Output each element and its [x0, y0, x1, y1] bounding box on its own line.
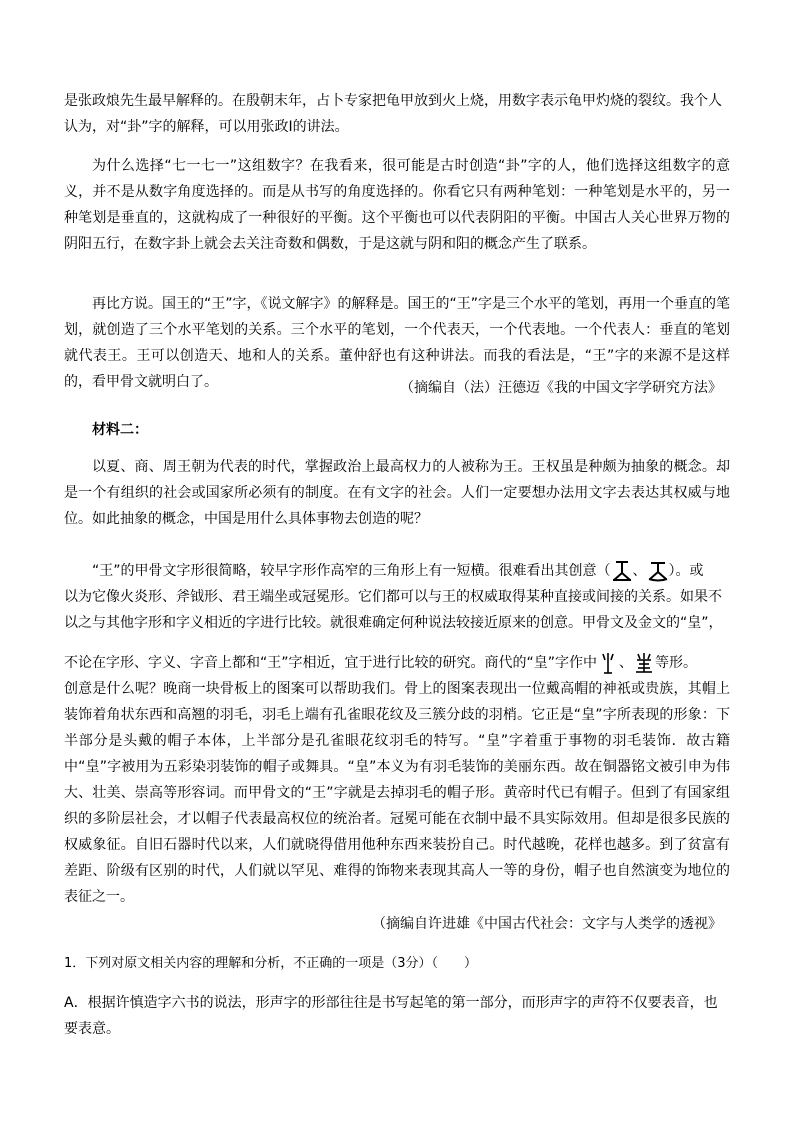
oracle-wang-glyph-1-icon: [611, 559, 633, 583]
paragraph-5-line-4-text-b: 、: [619, 655, 634, 671]
paragraph-5-line-3: 以之与其他字形和字义相近的字进行比较。就很难确定何种说法较接近原来的创意。甲骨文及金文的“皇”，: [64, 615, 723, 631]
paragraph-5-line-4: [64, 650, 730, 676]
question-1-option-a[interactable]: A．根据许慎造字六书的说法，形声字的形部往往是书写起笔的第一部分，而形声字的声符不仅要表音，也要表意。: [64, 995, 718, 1037]
paragraph-2: 为什么选择“七一七一”这组数字？在我看来，很可能是古时创造“卦”字的人，他们选择这组数字的意义，并不是从数字角度选择的。而是从书写的角度选择的。你看它只有两种笔划：一种笔划是水平的，另一种笔划是垂直的，这就构成了一种很好的平衡。这个平衡也可以代表阴阳的平衡。中国古人关心世界万物的阴阳五行，在数字卦上就会去关注奇数和偶数，于是这就与阴和阳的概念产生了联系。: [64, 158, 730, 252]
paragraph-5-rest: 创意是什么呢？晚商一块骨板上的图案可以帮助我们。骨上的图案表现出一位戴高帽的神祇或贵族，其帽上装饰着角状东西和高翘的羽毛，羽毛上端有孔雀眼花纹及三簇分歧的羽梢。它正是“皇”字所表现的形象：下半部分是头戴的帽子本体，上半部分是孔雀眼花纹羽毛的特写。“皇”字着重于事物的羽毛装饰．故古籍中“皇”字被用为五彩染羽装饰的帽子或舞具。“皇”本义为有羽毛装饰的美丽东西。故在铜器铭文被引申为伟大、壮美、崇高等形容词。而甲骨文的“王”字就是去掉羽毛的帽子形。黄帝时代已有帽子。但到了有国家组织的多阶层社会，才以帽子代表最高权位的统治者。冠冕可能在衣制中最不具实际效用。但却是很多民族的权威象征。自旧石器时代以来，人们就晓得借用他种东西来装扮自己。时代越晚，花样也越多。到了贫富有差距、阶级有区别的时代，人们就以罕见、难得的饰物来表现其高人一等的身份，帽子也自然演变为地位的表征之一。: [64, 681, 730, 905]
paragraph-5-line-1: [64, 558, 730, 584]
paragraph-1: [64, 88, 730, 140]
question-1: 1．下列对原文相关内容的理解和分析，不正确的一项是（3分）（ ）: [64, 956, 478, 971]
paragraph-3: 再比方说。国王的“王”字，《说文解字》的解释是。国王的“王”字是三个水平的笔划，再用一个垂直的笔划，就创造了三个水平笔划的关系。三个水平的笔划，一个代表天，一个代表地。一个代表人：垂直的笔划就代表王。王可以创造天、地和人的关系。董仲舒也有这种讲法。而我的看法是，“王”字的来源不是这样的，看甲骨文就明白了。: [64, 296, 731, 390]
paragraph-4: 以夏、商、周王朝为代表的时代，掌握政治上最高权力的人被称为王。王权虽是种颇为抽象的概念。却是一个有组织的社会或国家所必须有的制度。在有文字的社会。人们一定要想办法用文字去表达其权威与地位。如此抽象的概念，中国是用什么具体事物去创造的呢？: [64, 459, 730, 527]
paragraph-5-line-1-text-a: “王”的甲骨文字形很简略，较早字形作高窄的三角形上有一短横。很难看出其创意（: [92, 563, 611, 579]
material-2-heading: 材料二：: [92, 422, 148, 438]
source-citation-1: （摘编自（法）汪德迈《我的中国文字学研究方法》: [400, 380, 722, 396]
oracle-wang-glyph-2-icon: [647, 559, 669, 583]
source-citation-2: （摘编自许进雄《中国古代社会：文字与人类学的透视》: [372, 916, 722, 932]
paragraph-5-line-4-text-c: 等形。: [655, 655, 698, 671]
paragraph-1-line-1: 是张政烺先生最早解释的。在殷朝末年，占卜专家把龟甲放到火上烧，用数字表示龟甲灼烧的裂纹。我个人: [64, 93, 722, 109]
paragraph-5-line-2: 以为它像火炎形、斧钺形、君王端坐或冠冕形。它们都可以与王的权威取得某种直接或间接的关系。如果不: [64, 589, 722, 605]
oracle-huang-glyph-2-icon: [633, 651, 655, 675]
paragraph-5-line-1-text-c: ）。或: [668, 563, 704, 579]
paragraph-5-line-4-text-a: 不论在字形、字义、字音上都和“王”字相近，宜于进行比较的研究。商代的“皇”字作中: [64, 655, 598, 671]
paragraph-1-line-2: 认为，对“卦”字的解释，可以用张政Ⅰ的讲法。: [64, 119, 349, 135]
oracle-huang-glyph-1-icon: [597, 651, 619, 675]
paragraph-5-line-1-text-b: 、: [632, 563, 647, 579]
